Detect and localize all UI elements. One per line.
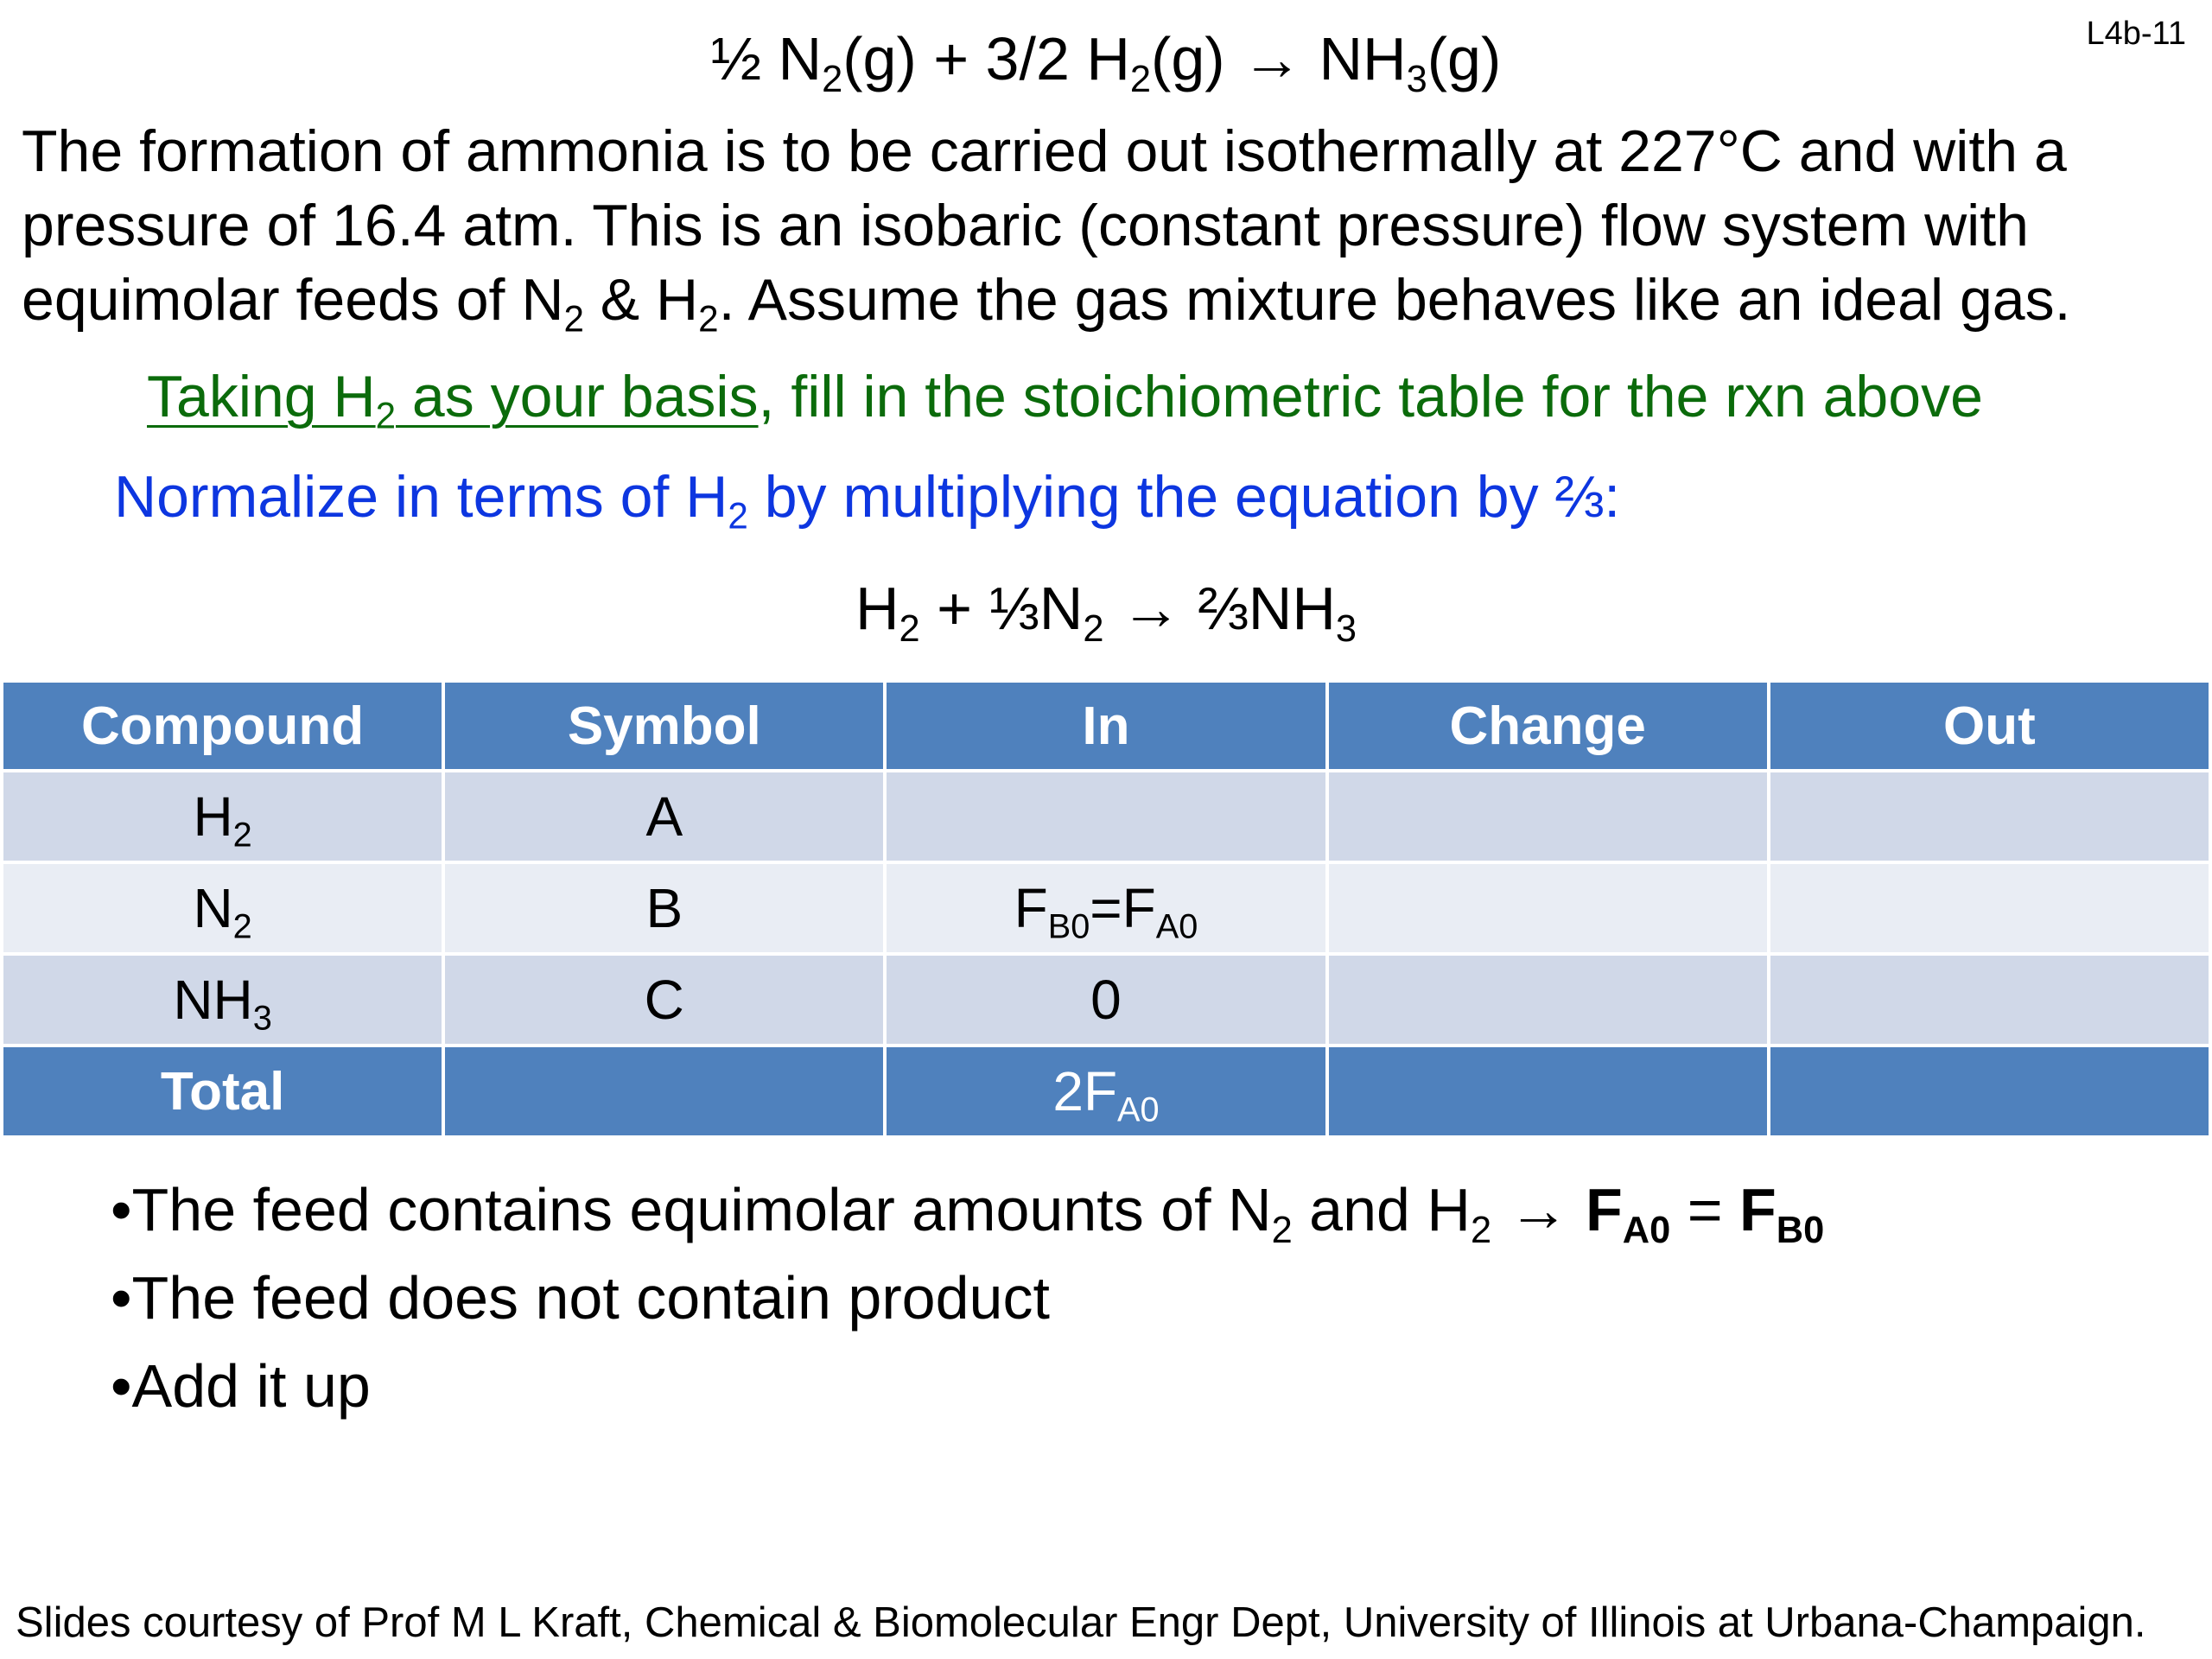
table-row-h2 (2, 771, 2210, 862)
cell-change (1327, 1046, 1769, 1137)
note-no-product: •The feed does not contain product (111, 1264, 1050, 1332)
cell-in: $F_{B0}=F_{A0}$ (885, 862, 1326, 954)
cell-symbol: B (443, 862, 885, 954)
note-equimolar: •The feed contains equimolar amounts of $N_2$ and $H_2 \to F_{A0} = F_{B0}$ (111, 1176, 1825, 1251)
header-in: In (885, 681, 1326, 771)
notes-list (111, 1175, 1824, 1440)
problem-statement (22, 114, 2203, 340)
basis-underlined: Taking $H_2$ as your basis (147, 364, 759, 436)
instruction-text: Taking $H_2$ as your basis, fill in the stoichiometric table for the rxn above (147, 364, 1983, 436)
cell-change (1327, 862, 1769, 954)
problem-line-1: The formation of ammonia is to be carried out isothermally at 227°C and with a (22, 118, 2067, 184)
note-add-up: •Add it up (111, 1352, 371, 1420)
cell-out (1769, 771, 2210, 862)
header-out: Out (1769, 681, 2210, 771)
cell-compound: $H_2$ (2, 771, 443, 862)
cell-in: 0 (885, 954, 1326, 1046)
cell-symbol: C (443, 954, 885, 1046)
table-row-nh3 (2, 954, 2210, 1046)
cell-change (1327, 771, 1769, 862)
cell-in: $2F_{A0}$ (885, 1046, 1326, 1137)
slide-id: L4b-11 (2086, 16, 2186, 52)
table-row-total (2, 1046, 2210, 1137)
reaction-equation: ½ $N_2(g) + 3/2$ $H_2(g) \to NH_3(g)$ (710, 25, 1502, 100)
normalize-text: Normalize in terms of $H_2$ by multiplying the equation by ⅔: (114, 464, 1621, 537)
cell-symbol (443, 1046, 885, 1137)
cell-symbol: A (443, 771, 885, 862)
cell-in (885, 771, 1326, 862)
credit-footer: Slides courtesy of Prof M L Kraft, Chemical & Biomolecular Engr Dept, University of Illinois at Urbana-Champaign. (16, 1599, 2146, 1646)
cell-out (1769, 862, 2210, 954)
cell-compound: $N_2$ (2, 862, 443, 954)
normalized-equation: $H_2$ + $\frac{1}{3}N_2$ → $\frac{2}{3}NH_3$ (855, 575, 1357, 650)
table-row-n2 (2, 862, 2210, 954)
header-compound: Compound (2, 681, 443, 771)
cell-change (1327, 954, 1769, 1046)
header-symbol: Symbol (443, 681, 885, 771)
cell-out (1769, 1046, 2210, 1137)
problem-line-2: pressure of 16.4 atm. This is an isobaric (constant pressure) flow system with (22, 193, 2029, 258)
cell-out (1769, 954, 2210, 1046)
cell-total-label: Total (2, 1046, 443, 1137)
header-change: Change (1327, 681, 1769, 771)
table-header-row (2, 681, 2210, 771)
problem-line-3: equimolar feeds of $N_2$ & $H_2$. Assume the gas mixture behaves like an ideal gas. (22, 267, 2071, 340)
stoichiometric-table (0, 679, 2212, 1139)
cell-compound: $NH_3$ (2, 954, 443, 1046)
